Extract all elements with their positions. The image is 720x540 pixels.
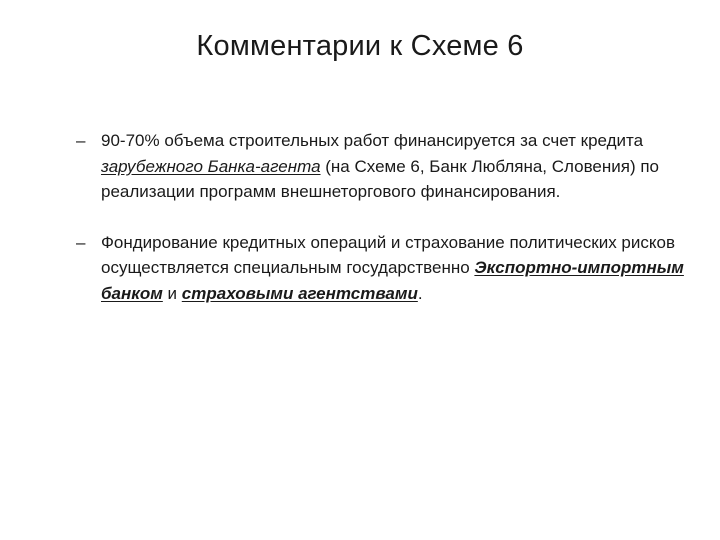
bullet-text: 90-70% объема строительных работ финансируется за счет кредита bbox=[101, 131, 644, 150]
bullet-emphasis: зарубежного Банка-агента bbox=[101, 156, 321, 176]
slide-title: Комментарии к Схеме 6 bbox=[196, 30, 524, 62]
bullet-list bbox=[76, 128, 696, 306]
bullet-marker: – bbox=[76, 131, 86, 150]
bullet-item bbox=[76, 230, 696, 307]
bullet-text: и bbox=[162, 283, 182, 303]
bullet-emphasis: Экспортно-импортным банком bbox=[101, 258, 684, 303]
bullet-text: Фондирование кредитных операций и страхование политических рисков осуществляется специальным государственно bbox=[101, 232, 675, 277]
bullet-emphasis: страховыми агентствами bbox=[181, 283, 418, 303]
bullet-text: . bbox=[417, 283, 423, 303]
bullet-marker: – bbox=[76, 232, 86, 252]
bullet-item bbox=[76, 128, 696, 205]
bullet-text: (на Схеме 6, Банк Любляна, Словения) по реализации программ внешнеторгового финансирования. bbox=[101, 156, 660, 201]
